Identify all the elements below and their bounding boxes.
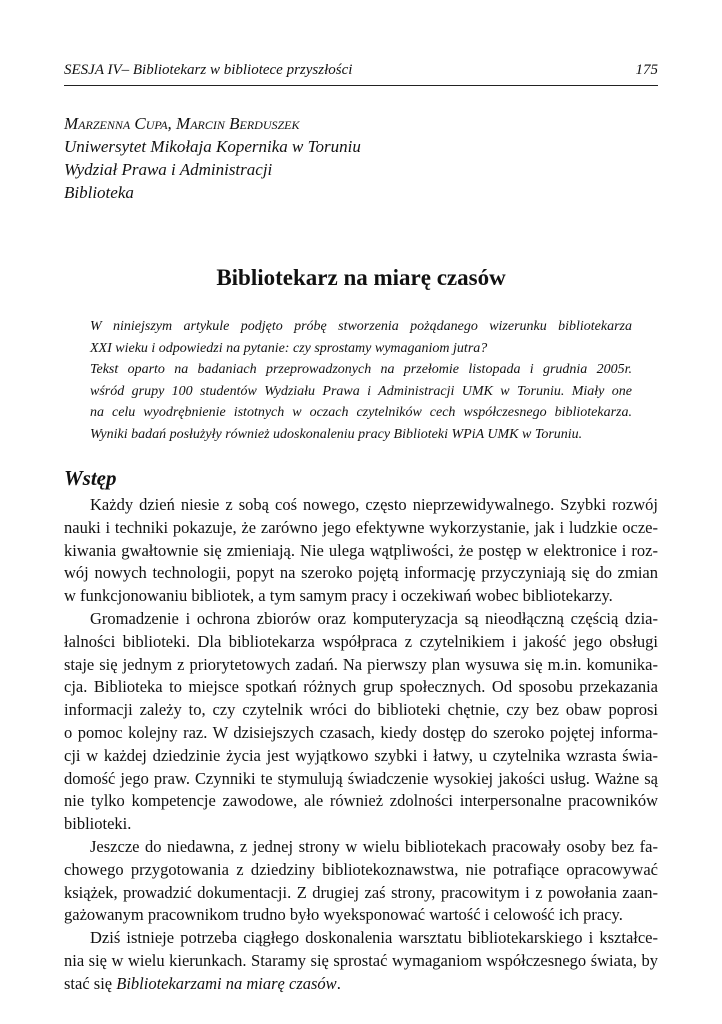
- body-line: w funkcjonowaniu bibliotek, a tym samym pracy i oczekiwań wobec bibliotekarzy.: [64, 586, 613, 606]
- body-line-final: [64, 973, 658, 996]
- page-number: 175: [635, 62, 658, 78]
- body-line: książek, prowadzić dokumentacji. Z drugiej zaś strony, pracowitym i z powołania zaan-: [64, 882, 658, 902]
- affiliation-faculty: Wydział Prawa i Administracji: [64, 160, 273, 179]
- body-line: chowego przygotowania z dziedziny bibliotekoznawstwa, nie potrafiące opracowywać: [64, 859, 658, 879]
- body-line: wój nowych technologii, popyt na szeroko pojętą informację przyczyniają się do zmian: [64, 563, 658, 583]
- abstract-line: W niniejszym artykule podjęto próbę stworzenia pożądanego wizerunku bibliotekarza: [90, 319, 632, 334]
- author-block: [64, 112, 624, 204]
- article-title: Bibliotekarz na miarę czasów: [216, 265, 506, 290]
- abstract-line: XXI wieku i odpowiedzi na pytanie: czy sprostamy wymaganiom jutra?: [90, 340, 488, 356]
- abstract-line: Wyniki badań posłużyły również udoskonaleniu pracy Biblioteki WPiA UMK w Toruniu.: [90, 426, 583, 442]
- abstract-line: wśród grupy 100 studentów Wydziału Prawa i Administracji UMK w Toruniu. Miały one: [90, 383, 632, 399]
- abstract-line: Tekst oparto na badaniach przeprowadzonych na przełomie listopada i grudnia 2005r.: [90, 362, 632, 377]
- body-line: informacji zależy to, czy czytelnik wróci do biblioteki chętnie, czy bez obaw poprosi: [64, 700, 658, 720]
- body-line: nia się w wielu kierunkach. Staramy się sprostać wymaganiom współczesnego świata, by: [64, 950, 658, 970]
- body-line: kiwania gwałtownie się zmieniają. Nie ulega wątpliwości, że postęp w elektronice i roz-: [64, 540, 658, 560]
- body-line: łalności biblioteki. Dla bibliotekarza współpraca z czytelnikiem i jakość jego obsługi: [64, 631, 658, 651]
- body-line: Jeszcze do niedawna, z jednej strony w wielu bibliotekach pracowały osoby bez fa-: [90, 836, 658, 856]
- body-line: o pomoc kolejny raz. W dzisiejszych czasach, kiedy dostęp do szeroko pojętej informa-: [64, 722, 658, 742]
- body-line: nie tylko kompetencje zawodowe, ale również zdolności interpersonalne pracowników: [64, 791, 658, 811]
- body-line: nauki i techniki pokazuje, że zarówno jego efektywne wykorzystanie, jak i ludzkie ocze-: [64, 517, 658, 537]
- body-line: Każdy dzień niesie z sobą coś nowego, często nieprzewidywalnego. Szybki rozwój: [90, 495, 658, 514]
- abstract: [90, 316, 632, 445]
- body-text: [64, 494, 658, 996]
- running-title: SESJA IV– Bibliotekarz w bibliotece przyszłości: [64, 62, 353, 78]
- body-line: staje się jednym z priorytetowych zadań. Na pierwszy plan wysuwa się m.in. komunika-: [64, 654, 658, 674]
- affiliation-library: Biblioteka: [64, 183, 134, 202]
- body-line: gażowanym pracownikom trudno było wyeksponować wartość i celowość ich pracy.: [64, 905, 623, 925]
- body-line: Dziś istnieje potrzeba ciągłego doskonalenia warsztatu bibliotekarskiego i kształce-: [90, 928, 658, 948]
- abstract-line: na celu wyodrębnienie istotnych w oczach czytelników cech współczesnego bibliotekarza.: [90, 405, 632, 420]
- body-line: Gromadzenie i ochrona zbiorów oraz komputeryzacja są nieodłączną częścią dzia-: [90, 608, 658, 628]
- body-line: cja. Biblioteka to miejsce spotkań różnych grup społecznych. Od sposobu przekazania: [64, 677, 658, 697]
- running-header: [64, 62, 658, 84]
- body-line: cji w każdej dziedzinie życia jest wyjątkowo szybki i łatwy, u czytelnika wzrasta świa-: [64, 745, 658, 765]
- body-line-end: .: [336, 973, 341, 993]
- section-heading: Wstęp: [64, 466, 117, 490]
- italic-phrase: Bibliotekarzami na miarę czasów: [116, 973, 337, 993]
- author-names: Marzenna Cupa, Marcin Berduszek: [64, 114, 300, 133]
- affiliation-university: Uniwersytet Mikołaja Kopernika w Toruniu: [64, 137, 361, 156]
- header-rule: [64, 85, 658, 86]
- body-line: domość jego praw. Czynniki te stymulują świadczenie wysokiej jakości usług. Ważne są: [64, 768, 658, 788]
- body-line-start: stać się: [64, 973, 117, 993]
- body-line: biblioteki.: [64, 814, 132, 834]
